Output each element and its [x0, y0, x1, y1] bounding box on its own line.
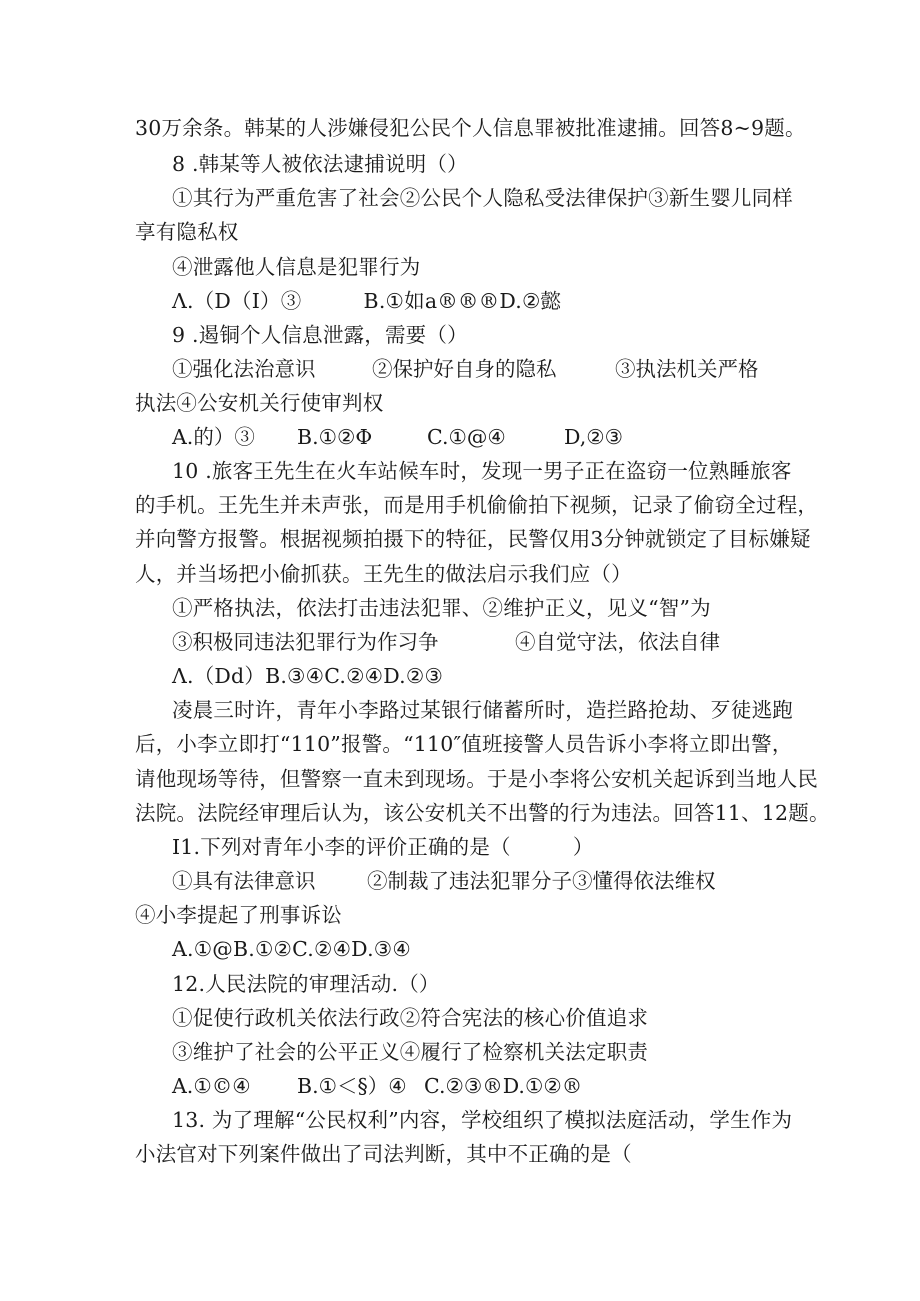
- text-line: ③维护了社会的公平正义④履行了检察机关法定职责: [172, 1040, 649, 1064]
- text-line: ①严格执法，依法打击违法犯罪、②维护正义，见义“智”为: [172, 596, 711, 620]
- text-line: 法院。法院经审理后认为，该公安机关不出警的行为违法。回答11、12题。: [135, 801, 830, 825]
- statement: ③积极同违法犯罪行为作习争: [172, 630, 439, 654]
- text-line: ①促使行政机关依法行政②符合宪法的核心价值追求: [172, 1006, 649, 1030]
- statement: ①具有法律意识: [172, 869, 316, 893]
- question-8: 8 .韩某等人被依法逮捕说明（）: [172, 152, 468, 176]
- option-a: A.的）③: [172, 425, 255, 449]
- statement: ②保护好自身的隐私: [372, 357, 557, 381]
- option-d: D,②③: [564, 425, 623, 449]
- question-12: 12.人民法院的审理活动.（）: [172, 972, 440, 996]
- option-c: C.①@④: [427, 425, 506, 449]
- option-b: B.①②Φ: [297, 425, 373, 449]
- answer-options: [172, 424, 692, 450]
- question-13: 13. 为了理解“公民权利”内容，学校组织了模拟法庭活动，学生作为: [172, 1108, 793, 1132]
- question-11: I1.下列对青年小李的评价正确的是（ ）: [172, 835, 594, 859]
- text-line: ④小李提起了刑事诉讼: [135, 903, 342, 927]
- text-line: 后，小李立即打“110”报警。“110″值班接警人员告诉小李将立即出警，: [135, 732, 793, 756]
- text-line: 小法官对下列案件做出了司法判断，其中不正确的是（: [135, 1142, 632, 1166]
- statement: ③执法机关严格: [615, 357, 759, 381]
- option-a: A.①©④: [172, 1074, 251, 1098]
- text-line: 执法④公安机关行使审判权: [135, 391, 384, 415]
- question-10: 10 .旅客王先生在火车站候车时，发现一男子正在盗窃一位熟睡旅客: [172, 459, 792, 483]
- statement: ②制裁了违法犯罪分子③懂得依法维权: [367, 869, 716, 893]
- statement-row: [172, 868, 732, 894]
- text-line: ④泄露他人信息是犯罪行为: [172, 255, 421, 279]
- text-line: 凌晨三时许，青年小李路过某银行储蓄所时，造拦路抢劫、歹徒逃跑: [172, 698, 793, 722]
- answer-options: [172, 1073, 632, 1099]
- statement: ①强化法治意识: [172, 357, 316, 381]
- answer-options: Λ.（Dd）B.③④C.②④D.②③: [172, 664, 444, 688]
- text-line: ①其行为严重危害了社会②公民个人隐私受法律保护③新生婴儿同样: [172, 186, 793, 210]
- text-line: 人，并当场把小偷抓获。王先生的做法启示我们应（）: [135, 562, 632, 586]
- option-cd: C.②③®D.①②®: [424, 1074, 583, 1098]
- text-line: 享有隐私权: [135, 220, 239, 244]
- text-line: 请他现场等待，但警察一直未到现场。于是小李将公安机关起诉到当地人民: [135, 767, 819, 791]
- statement-row: [172, 356, 792, 382]
- answer-options: A.①@B.①②C.②④D.③④: [172, 937, 411, 961]
- text-line: 的手机。王先生并未声张，而是用手机偷偷拍下视频，记录了偷窃全过程，: [135, 493, 819, 517]
- question-9: 9 .遏铜个人信息泄露，需要（）: [172, 323, 468, 347]
- statement-row: [172, 629, 732, 655]
- statement: ④自觉守法，依法自律: [515, 630, 720, 654]
- text-line: 并向警方报警。根据视频拍摄下的特征，民警仅用3分钟就锁定了目标嫌疑: [135, 527, 811, 551]
- text-line: 30万余条。韩某的人涉嫌侵犯公民个人信息罪被批准逮捕。回答8~9题。: [135, 116, 806, 140]
- answer-options: Λ.（D（I）③ B.①如a®®®D.②懿: [172, 289, 562, 313]
- option-b: B.①＜§）④: [297, 1074, 407, 1098]
